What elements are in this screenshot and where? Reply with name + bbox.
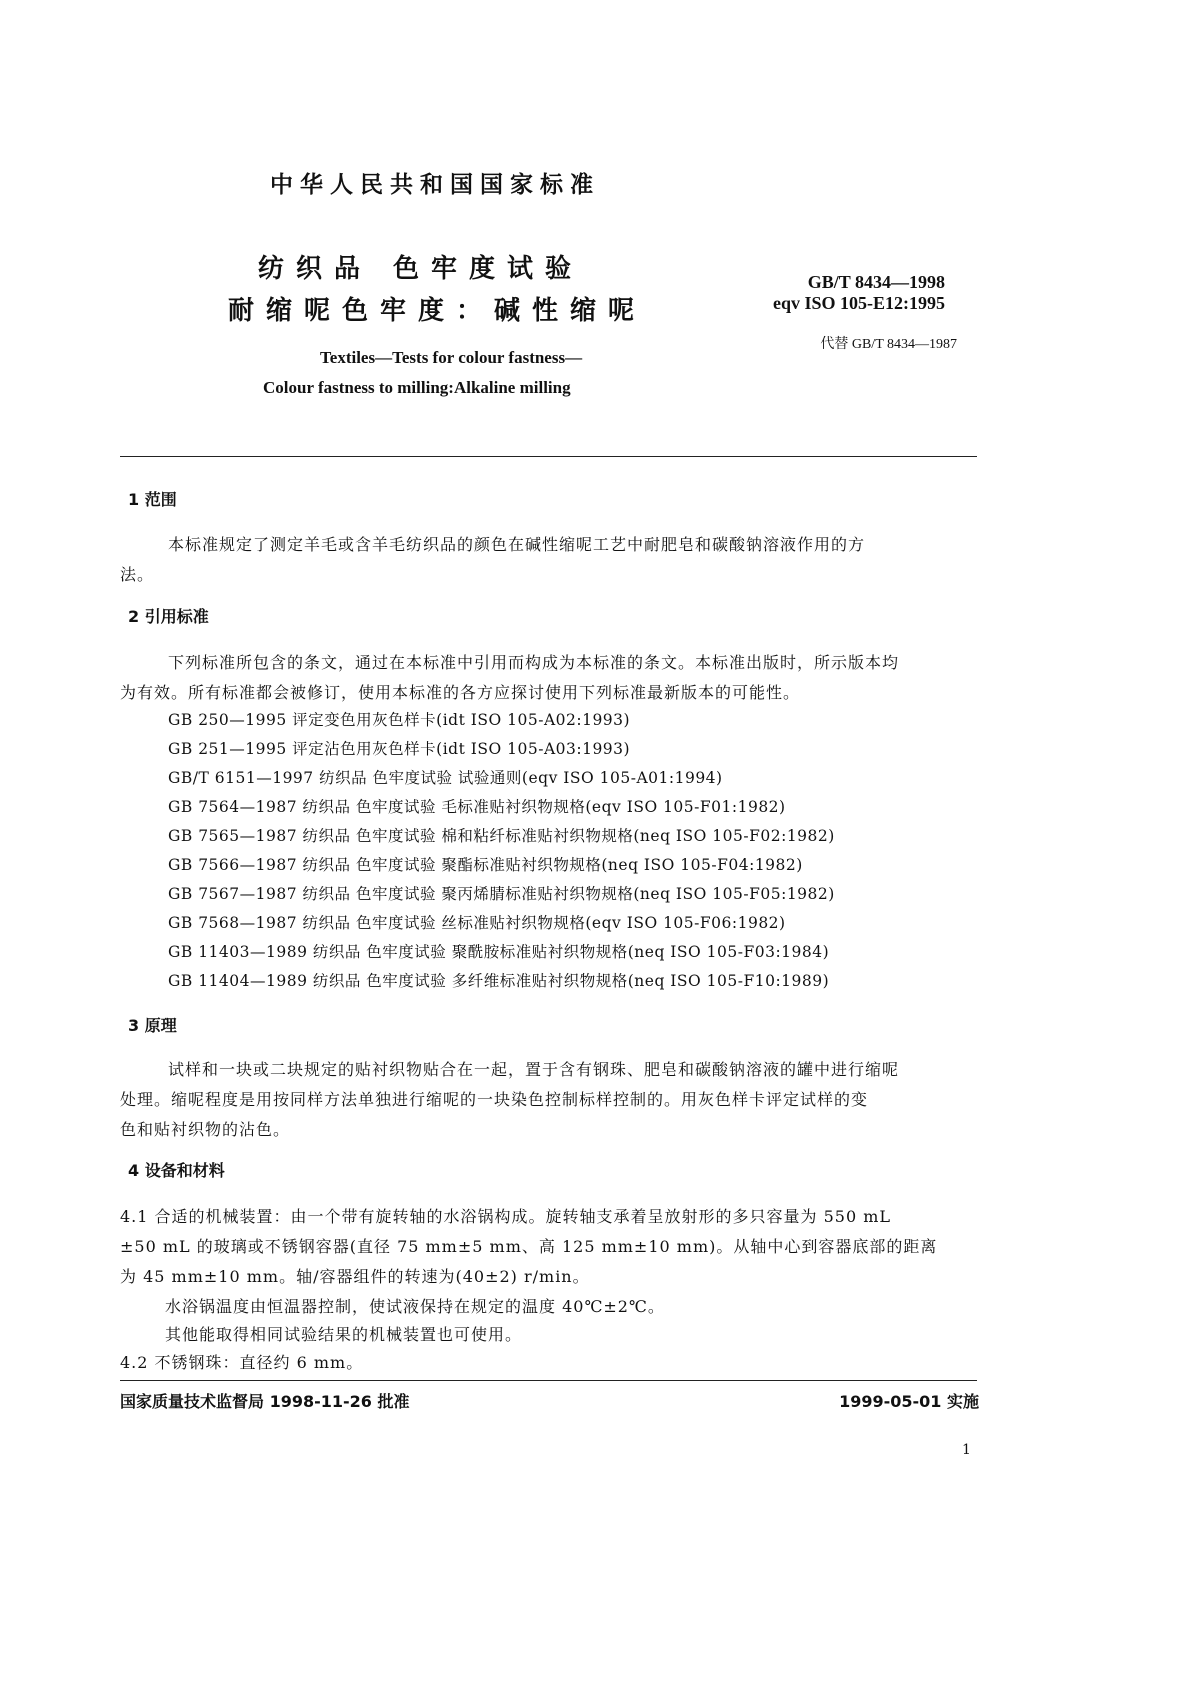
reference-item: GB 11404—1989 纺织品 色牢度试验 多纤维标准贴衬织物规格(neq ISO 105-F10:1989) xyxy=(168,972,830,990)
reference-item: GB 7568—1987 纺织品 色牢度试验 丝标准贴衬织物规格(eqv ISO 105-F06:1982) xyxy=(168,914,786,932)
reference-item: GB 7566—1987 纺织品 色牢度试验 聚酯标准贴衬织物规格(neq ISO 105-F04:1982) xyxy=(168,856,803,874)
paragraph-line: 处理。缩呢程度是用按同样方法单独进行缩呢的一块染色控制标样控制的。用灰色样卡评定试样的变 xyxy=(120,1090,869,1109)
equivalent-standard: eqv ISO 105-E12:1995 xyxy=(772,293,945,313)
paragraph-line: 色和贴衬织物的沾色。 xyxy=(120,1120,291,1139)
title-cn-line2: 耐缩呢色牢度：碱性缩呢 xyxy=(228,296,647,326)
paragraph-line: 本标准规定了测定羊毛或含羊毛纺织品的颜色在碱性缩呢工艺中耐肥皂和碳酸钠溶液作用的方 xyxy=(168,535,866,554)
reference-item: GB 7564—1987 纺织品 色牢度试验 毛标准贴衬织物规格(eqv ISO 105-F01:1982) xyxy=(168,798,786,816)
title-cn-line1: 纺织品 色牢度试验 xyxy=(258,254,584,284)
paragraph-line: 4.2 不锈钢珠：直径约 6 mm。 xyxy=(120,1353,364,1372)
title-en-line1: Textiles—Tests for colour fastness— xyxy=(320,348,583,367)
implementation-date: 1999-05-01 实施 xyxy=(839,1392,979,1411)
country-standard-heading: 中华人民共和国国家标准 xyxy=(270,172,600,198)
replaces-standard: 代替 GB/T 8434—1987 xyxy=(820,337,957,352)
paragraph-line: 其他能取得相同试验结果的机械装置也可使用。 xyxy=(165,1325,523,1344)
paragraph-line: 法。 xyxy=(120,565,155,584)
reference-item: GB 7565—1987 纺织品 色牢度试验 棉和粘纤标准贴衬织物规格(neq ISO 105-F02:1982) xyxy=(168,827,835,845)
paragraph-line: 为 45 mm±10 mm。轴/容器组件的转速为(40±2) r/min。 xyxy=(120,1267,590,1286)
page-number: 1 xyxy=(962,1442,971,1458)
reference-item: GB 250—1995 评定变色用灰色样卡(idt ISO 105-A02:1993) xyxy=(168,711,631,729)
paragraph-line: ±50 mL 的玻璃或不锈钢容器(直径 75 mm±5 mm、高 125 mm±10 mm)。从轴中心到容器底部的距离 xyxy=(120,1237,938,1256)
paragraph-line: 水浴锅温度由恒温器控制，使试液保持在规定的温度 40℃±2℃。 xyxy=(165,1297,665,1316)
section-heading: 3 原理 xyxy=(128,1016,177,1035)
reference-item: GB 11403—1989 纺织品 色牢度试验 聚酰胺标准贴衬织物规格(neq ISO 105-F03:1984) xyxy=(168,943,830,961)
header-divider xyxy=(120,456,977,457)
paragraph-line: 4.1 合适的机械装置：由一个带有旋转轴的水浴锅构成。旋转轴支承着呈放射形的多只容量为 550 mL xyxy=(120,1207,892,1226)
reference-item: GB 7567—1987 纺织品 色牢度试验 聚丙烯腈标准贴衬织物规格(neq ISO 105-F05:1982) xyxy=(168,885,835,903)
approval-date: 国家质量技术监督局 1998-11-26 批准 xyxy=(120,1392,410,1411)
paragraph-line: 试样和一块或二块规定的贴衬织物贴合在一起，置于含有钢珠、肥皂和碳酸钠溶液的罐中进行缩呢 xyxy=(168,1060,900,1079)
section-heading: 2 引用标准 xyxy=(128,607,209,626)
paragraph-line: 为有效。所有标准都会被修订，使用本标准的各方应探讨使用下列标准最新版本的可能性。 xyxy=(120,683,801,702)
reference-item: GB/T 6151—1997 纺织品 色牢度试验 试验通则(eqv ISO 105-A01:1994) xyxy=(168,769,723,787)
section-heading: 4 设备和材料 xyxy=(128,1161,225,1180)
paragraph-line: 下列标准所包含的条文，通过在本标准中引用而构成为本标准的条文。本标准出版时，所示版本均 xyxy=(168,653,900,672)
standard-code: GB/T 8434—1998 xyxy=(807,272,945,292)
section-heading: 1 范围 xyxy=(128,490,177,509)
title-en-line2: Colour fastness to milling:Alkaline milling xyxy=(263,378,571,397)
reference-item: GB 251—1995 评定沾色用灰色样卡(idt ISO 105-A03:1993) xyxy=(168,740,631,758)
footer-divider xyxy=(120,1380,977,1381)
